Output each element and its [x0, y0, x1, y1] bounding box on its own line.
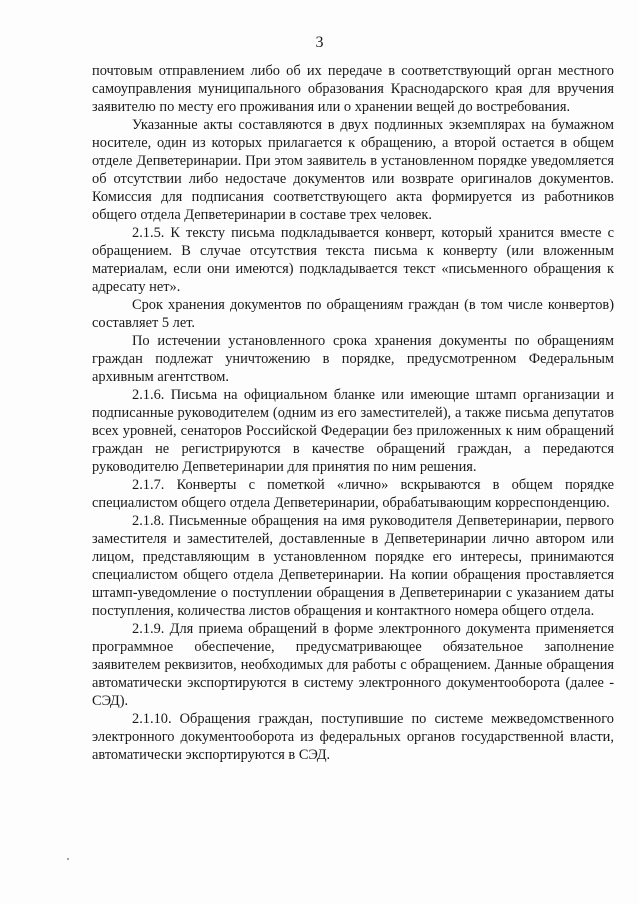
clause-2-1-7: 2.1.7. Конверты с пометкой «лично» вскрываются в общем порядке специалистом общего отдела Депветеринарии, обрабатывающим корреспонденцию. — [92, 477, 614, 511]
clause-2-1-10: 2.1.10. Обращения граждан, поступившие по системе межведомственного электронного документооборота из федеральных органов государственной власти, автоматически экспортируются в СЭД. — [92, 711, 614, 763]
page-number: 3 — [315, 34, 324, 51]
scan-speck — [67, 858, 69, 860]
clause-2-1-5: 2.1.5. К тексту письма подкладывается конверт, который хранится вместе с обращением. В случае отсутствия текста письма к конверту (или вложенным материалам, если они имеются) подкладывается текст «письменного обращения к адресату нет». — [92, 225, 614, 295]
clause-2-1-6: 2.1.6. Письма на официальном бланке или имеющие штамп организации и подписанные руководителем (одним из его заместителей), а также письма депутатов всех уровней, сенаторов Российской Федерации без приложенных к ним обращений граждан не регистрируются в качестве обращений граждан, а передаются руководителю Депветеринарии для принятия по ним решения. — [92, 387, 614, 475]
document-body — [92, 62, 614, 764]
clause-2-1-9: 2.1.9. Для приема обращений в форме электронного документа применяется программное обеспечение, предусматривающее обязательное заполнение заявителем реквизитов, необходимых для работы с обращением. Данные обращения автоматически экспортируются в систему электронного документооборота (далее - СЭД). — [92, 621, 614, 709]
paragraph-destruction: По истечении установленного срока хранения документы по обращениям граждан подлежат уничтожению в порядке, предусмотренном Федеральным архивным агентством. — [92, 333, 614, 385]
paragraph-acts: Указанные акты составляются в двух подлинных экземплярах на бумажном носителе, один из которых прилагается к обращению, а второй остается в общем отделе Депветеринарии. При этом заявитель в установленном порядке уведомляется об отсутствии либо недостаче документов или возврате оригиналов документов. Комиссия для подписания соответствующего акта формируется из работников общего отдела Депветеринарии в составе трех человек. — [92, 117, 614, 223]
paragraph-continuation: почтовым отправлением либо об их передаче в соответствующий орган местного самоуправления муниципального образования Краснодарского края для вручения заявителю по месту его проживания или о хранении вещей до востребования. — [92, 63, 614, 115]
paragraph-storage-period: Срок хранения документов по обращениям граждан (в том числе конвертов) составляет 5 лет. — [92, 297, 614, 331]
clause-2-1-8: 2.1.8. Письменные обращения на имя руководителя Депветеринарии, первого заместителя и заместителей, доставленные в Депветеринарии лично автором или лицом, представляющим в установленном порядке его интересы, принимаются специалистом общего отдела Депветеринарии. На копии обращения проставляется штамп-уведомление о поступлении обращения в Депветеринарии с указанием даты поступления, количества листов обращения и контактного номера общего отдела. — [92, 513, 614, 619]
